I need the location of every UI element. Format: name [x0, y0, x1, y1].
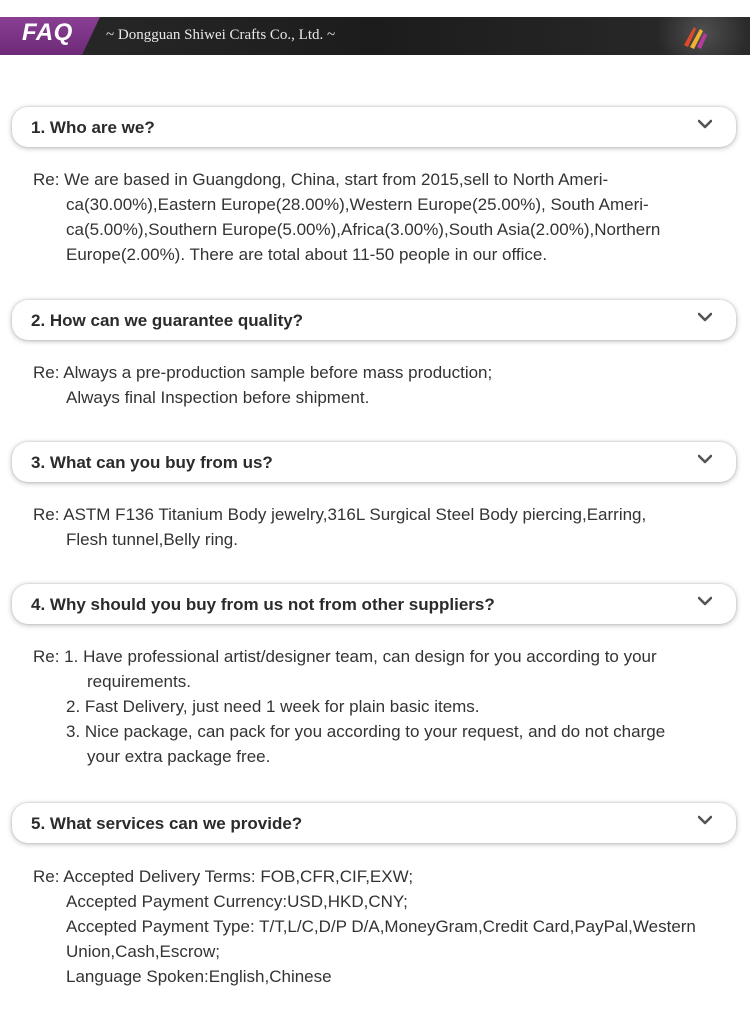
- answer-line: 3. Nice package, can pack for you according to your request, and do not charge: [66, 722, 666, 741]
- chevron-down-icon[interactable]: [698, 815, 712, 825]
- answer-line: Re: Always a pre-production sample before mass production;: [33, 363, 493, 382]
- faq-question-2[interactable]: [12, 300, 736, 340]
- answer-line: Re: We are based in Guangdong, China, start from 2015,sell to North Ameri-: [33, 170, 609, 189]
- question-text: 4. Why should you buy from us not from other suppliers?: [31, 595, 495, 614]
- faq-answer-2: [33, 360, 492, 410]
- answer-line: Always final Inspection before shipment.: [66, 388, 370, 407]
- answer-line: Re: 1. Have professional artist/designer team, can design for you according to your: [33, 647, 657, 666]
- question-text: 5. What services can we provide?: [31, 814, 303, 833]
- answer-line: Europe(2.00%). There are total about 11-50 people in our office.: [66, 245, 548, 264]
- faq-header-banner: [0, 17, 750, 55]
- faq-question-1[interactable]: [12, 107, 736, 147]
- faq-answer-4: [33, 644, 665, 769]
- answer-line: requirements.: [87, 672, 191, 691]
- faq-question-5[interactable]: [12, 803, 736, 843]
- faq-question-4[interactable]: [12, 584, 736, 624]
- question-text: 2. How can we guarantee quality?: [31, 311, 304, 330]
- faq-answer-1: [33, 167, 660, 267]
- faq-answer-3: [33, 502, 646, 552]
- answer-line: Accepted Payment Type: T/T,L/C,D/P D/A,MoneyGram,Credit Card,PayPal,Western: [66, 917, 696, 936]
- faq-tab-label: FAQ: [22, 19, 73, 46]
- question-text: 1. Who are we?: [31, 118, 155, 137]
- answer-line: Re: ASTM F136 Titanium Body jewelry,316L Surgical Steel Body piercing,Earring,: [33, 505, 647, 524]
- answer-line: ca(30.00%),Eastern Europe(28.00%),Western Europe(25.00%), South Ameri-: [66, 195, 649, 214]
- company-name: ~ Dongguan Shiwei Crafts Co., Ltd. ~: [106, 27, 336, 43]
- question-text: 3. What can you buy from us?: [31, 453, 273, 472]
- chevron-down-icon[interactable]: [698, 454, 712, 464]
- chevron-down-icon[interactable]: [698, 119, 712, 129]
- chevron-down-icon[interactable]: [698, 312, 712, 322]
- answer-line: 2. Fast Delivery, just need 1 week for plain basic items.: [66, 697, 480, 716]
- answer-line: ca(5.00%),Southern Europe(5.00%),Africa(3.00%),South Asia(2.00%),Northern: [66, 220, 661, 239]
- faq-answer-5: [33, 864, 696, 989]
- chevron-down-icon[interactable]: [698, 596, 712, 606]
- brand-logo-icon: [680, 21, 710, 51]
- answer-line: Accepted Payment Currency:USD,HKD,CNY;: [66, 892, 408, 911]
- answer-line: your extra package free.: [87, 747, 271, 766]
- answer-line: Flesh tunnel,Belly ring.: [66, 530, 238, 549]
- answer-line: Language Spoken:English,Chinese: [66, 967, 332, 986]
- faq-question-3[interactable]: [12, 442, 736, 482]
- answer-line: Re: Accepted Delivery Terms: FOB,CFR,CIF,EXW;: [33, 867, 414, 886]
- answer-line: Union,Cash,Escrow;: [66, 942, 221, 961]
